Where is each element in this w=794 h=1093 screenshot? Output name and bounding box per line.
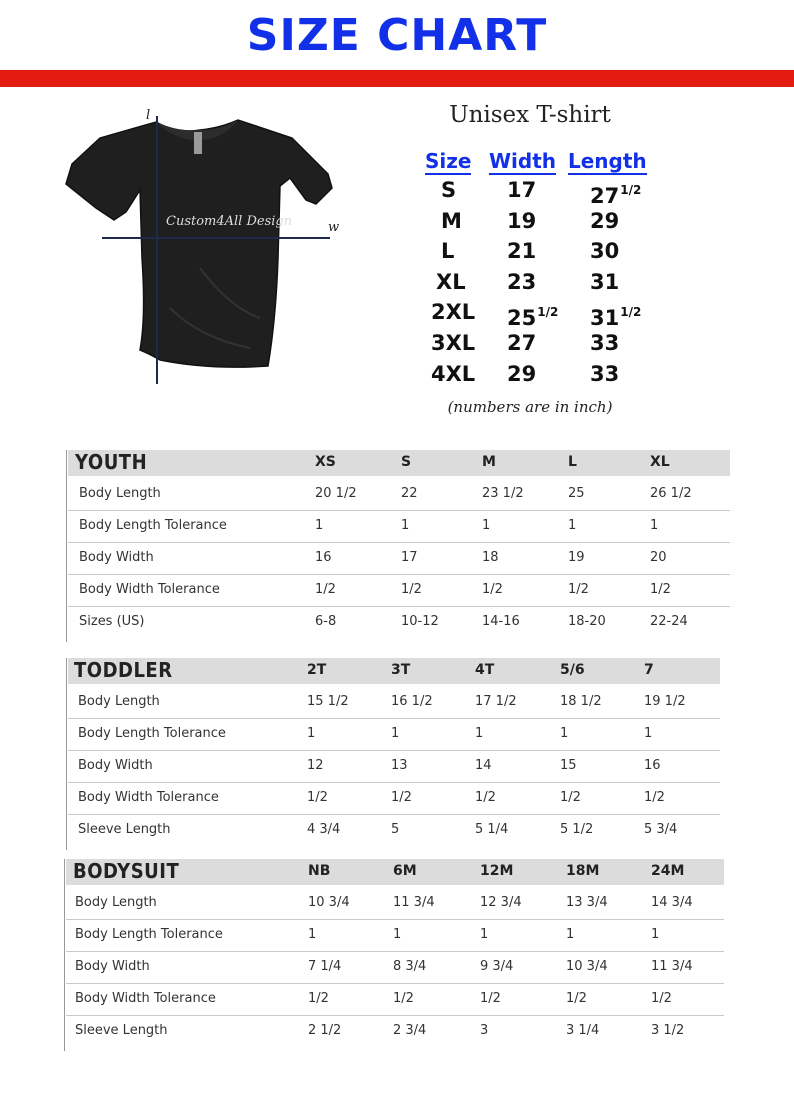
row-value: 1 — [650, 518, 659, 533]
table-row — [68, 606, 730, 638]
row-value: 14 3/4 — [651, 895, 693, 910]
unisex-value-size: L — [441, 239, 455, 264]
row-value: 1 — [560, 726, 569, 741]
red-divider-band — [0, 70, 794, 87]
column-header: S — [401, 454, 412, 470]
row-value: 13 — [391, 758, 408, 773]
row-label: Body Width — [79, 550, 154, 565]
row-value: 1 — [568, 518, 577, 533]
shirt-design-label: Custom4All Design — [166, 214, 293, 229]
unisex-value-size: XL — [436, 269, 466, 294]
unisex-value-size: M — [441, 208, 462, 233]
unisex-cell-size — [431, 298, 475, 326]
column-header: 5/6 — [560, 662, 585, 678]
unisex-cell-width — [507, 268, 536, 296]
table-row — [68, 750, 720, 783]
row-value: 14 — [475, 758, 492, 773]
row-value: 3 1/4 — [566, 1023, 600, 1038]
row-label: Body Length Tolerance — [79, 518, 227, 533]
size-table-youth — [0, 450, 794, 650]
table-left-border — [66, 450, 67, 642]
row-value: 1/2 — [307, 790, 328, 805]
row-value: 1 — [307, 726, 316, 741]
unisex-value-length: 33 — [590, 361, 620, 386]
row-label: Sleeve Length — [78, 822, 171, 837]
row-value: 5 3/4 — [644, 822, 678, 837]
unisex-value-width: 29 — [507, 361, 537, 386]
table-row — [68, 574, 730, 607]
row-value: 16 — [315, 550, 332, 565]
row-value: 1/2 — [391, 790, 412, 805]
row-value: 1/2 — [651, 991, 672, 1006]
table-row — [68, 478, 730, 511]
row-value: 1 — [391, 726, 400, 741]
row-value: 13 3/4 — [566, 895, 608, 910]
row-label: Body Width — [78, 758, 153, 773]
row-value: 19 — [568, 550, 585, 565]
unisex-title: Unisex T-shirt — [449, 102, 611, 128]
row-value: 5 — [391, 822, 400, 837]
row-value: 1/2 — [308, 991, 329, 1006]
unisex-cell-length — [590, 360, 619, 388]
row-value: 1/2 — [644, 790, 665, 805]
column-header: 2T — [307, 662, 327, 678]
row-value: 2 1/2 — [308, 1023, 342, 1038]
unisex-value-length: 33 — [590, 331, 620, 355]
row-label: Sleeve Length — [75, 1023, 168, 1038]
row-label: Body Length — [79, 486, 161, 501]
row-value: 1 — [480, 927, 489, 942]
row-value: 11 3/4 — [651, 959, 693, 974]
unisex-value-width: 19 — [507, 208, 537, 233]
table-row — [68, 686, 720, 719]
row-value: 1 — [308, 927, 317, 942]
row-value: 10 3/4 — [566, 959, 608, 974]
unisex-fraction: 1/2 — [620, 305, 642, 320]
unisex-cell-width — [507, 207, 536, 235]
unisex-value-length: 31 — [590, 269, 620, 294]
row-value: 1/2 — [475, 790, 496, 805]
row-value: 15 — [560, 758, 577, 773]
row-value: 1/2 — [482, 582, 503, 597]
column-header: NB — [308, 863, 331, 879]
unisex-row — [0, 298, 794, 331]
unisex-value-length: 30 — [590, 239, 620, 264]
row-value: 11 3/4 — [393, 895, 435, 910]
row-value: 8 3/4 — [393, 959, 427, 974]
row-value: 18-20 — [568, 614, 606, 629]
column-header: M — [482, 454, 496, 470]
row-value: 1/2 — [393, 991, 414, 1006]
unisex-cell-width — [507, 360, 536, 388]
column-header: XS — [315, 454, 336, 470]
table-row — [68, 814, 720, 846]
row-value: 10 3/4 — [308, 895, 350, 910]
unisex-value-length: 27 — [590, 184, 620, 208]
row-value: 5 1/4 — [475, 822, 509, 837]
row-value: 1 — [644, 726, 653, 741]
unisex-row — [0, 360, 794, 390]
unisex-cell-width — [507, 298, 558, 332]
table-row — [68, 510, 730, 543]
row-value: 15 1/2 — [307, 694, 349, 709]
unisex-row — [0, 268, 794, 298]
table-row — [68, 542, 730, 575]
unisex-value-size: S — [441, 178, 457, 202]
unisex-header-length: Length — [568, 149, 647, 173]
unisex-fraction: 1/2 — [537, 305, 559, 320]
row-value: 20 — [650, 550, 667, 565]
unisex-row — [0, 237, 794, 267]
row-label: Body Length Tolerance — [78, 726, 226, 741]
row-value: 1/2 — [560, 790, 581, 805]
column-header: XL — [650, 454, 670, 470]
table-row — [66, 919, 724, 952]
row-value: 12 — [307, 758, 324, 773]
unisex-value-width: 27 — [507, 331, 537, 355]
unisex-note: (numbers are in inch) — [447, 398, 613, 416]
unisex-value-width: 21 — [507, 239, 537, 264]
row-label: Body Length — [78, 694, 160, 709]
row-value: 1/2 — [650, 582, 671, 597]
row-label: Body Width — [75, 959, 150, 974]
unisex-cell-length — [590, 176, 641, 210]
row-value: 1 — [482, 518, 491, 533]
column-header: 6M — [393, 863, 417, 879]
table-left-border — [66, 658, 67, 850]
unisex-value-size: 4XL — [431, 361, 476, 386]
table-row — [66, 983, 724, 1016]
table-header-bar — [68, 450, 730, 476]
unisex-value-length: 29 — [590, 208, 620, 233]
unisex-cell-size — [431, 360, 475, 388]
unisex-header-width: Width — [489, 149, 557, 173]
unisex-cell-size — [436, 268, 466, 296]
row-label: Body Width Tolerance — [75, 991, 216, 1006]
row-value: 17 — [401, 550, 418, 565]
row-value: 17 1/2 — [475, 694, 517, 709]
table-row — [68, 782, 720, 815]
table-row — [66, 887, 724, 920]
unisex-cell-size — [441, 176, 456, 204]
unisex-cell-size — [431, 329, 475, 357]
row-value: 1/2 — [568, 582, 589, 597]
row-value: 20 1/2 — [315, 486, 357, 501]
row-value: 12 3/4 — [480, 895, 522, 910]
unisex-value-size: 3XL — [431, 331, 476, 355]
row-value: 18 1/2 — [560, 694, 602, 709]
unisex-header-size: Size — [425, 149, 472, 173]
table-left-border — [64, 859, 65, 1051]
column-header: 18M — [566, 863, 600, 879]
row-value: 1 — [393, 927, 402, 942]
column-header: L — [568, 454, 577, 470]
unisex-cell-length — [590, 237, 619, 265]
unisex-value-width: 23 — [507, 269, 537, 294]
row-value: 3 1/2 — [651, 1023, 685, 1038]
unisex-value-width: 25 — [507, 306, 537, 331]
table-title: YOUTH — [75, 450, 148, 475]
unisex-value-size: 2XL — [431, 300, 476, 325]
row-label: Sizes (US) — [79, 614, 145, 629]
row-value: 3 — [480, 1023, 489, 1038]
row-value: 9 3/4 — [480, 959, 514, 974]
row-value: 1/2 — [480, 991, 501, 1006]
row-label: Body Length — [75, 895, 157, 910]
unisex-value-width: 17 — [507, 178, 537, 202]
table-row — [66, 951, 724, 984]
row-value: 19 1/2 — [644, 694, 686, 709]
row-value: 1 — [475, 726, 484, 741]
unisex-cell-size — [441, 237, 454, 265]
size-table-bodysuit — [0, 859, 794, 1059]
unisex-row — [0, 329, 794, 359]
row-value: 1/2 — [566, 991, 587, 1006]
table-title: BODYSUIT — [73, 859, 180, 884]
unisex-cell-width — [507, 329, 536, 357]
unisex-cell-length — [590, 298, 641, 332]
row-label: Body Width Tolerance — [79, 582, 220, 597]
row-value: 18 — [482, 550, 499, 565]
row-value: 14-16 — [482, 614, 520, 629]
row-value: 1/2 — [401, 582, 422, 597]
row-value: 1/2 — [315, 582, 336, 597]
unisex-value-length: 31 — [590, 306, 620, 331]
table-row — [66, 1015, 724, 1047]
row-label: Body Width Tolerance — [78, 790, 219, 805]
row-value: 16 — [644, 758, 661, 773]
row-value: 6-8 — [315, 614, 337, 629]
row-value: 7 1/4 — [308, 959, 342, 974]
unisex-fraction: 1/2 — [620, 183, 642, 197]
row-value: 10-12 — [401, 614, 439, 629]
unisex-cell-width — [507, 176, 536, 204]
row-value: 4 3/4 — [307, 822, 341, 837]
row-value: 26 1/2 — [650, 486, 692, 501]
column-header: 12M — [480, 863, 514, 879]
row-value: 25 — [568, 486, 585, 501]
row-value: 23 1/2 — [482, 486, 524, 501]
row-value: 1 — [315, 518, 324, 533]
row-value: 16 1/2 — [391, 694, 433, 709]
unisex-cell-length — [590, 207, 619, 235]
size-table-toddler — [0, 658, 794, 858]
unisex-cell-size — [441, 207, 462, 235]
row-value: 2 3/4 — [393, 1023, 427, 1038]
width-marker: w — [328, 220, 340, 235]
row-value: 1 — [566, 927, 575, 942]
row-value: 22 — [401, 486, 418, 501]
length-marker: l — [146, 108, 151, 123]
unisex-cell-length — [590, 329, 619, 357]
row-value: 1 — [401, 518, 410, 533]
unisex-cell-length — [590, 268, 619, 296]
column-header: 7 — [644, 662, 654, 678]
row-label: Body Length Tolerance — [75, 927, 223, 942]
table-row — [68, 718, 720, 751]
column-header: 3T — [391, 662, 411, 678]
unisex-row — [0, 207, 794, 237]
row-value: 22-24 — [650, 614, 688, 629]
column-header: 24M — [651, 863, 685, 879]
column-header: 4T — [475, 662, 495, 678]
unisex-row — [0, 176, 794, 206]
row-value: 1 — [651, 927, 660, 942]
page-title: SIZE CHART — [246, 10, 548, 61]
row-value: 5 1/2 — [560, 822, 594, 837]
unisex-cell-width — [507, 237, 536, 265]
table-title: TODDLER — [74, 658, 173, 683]
